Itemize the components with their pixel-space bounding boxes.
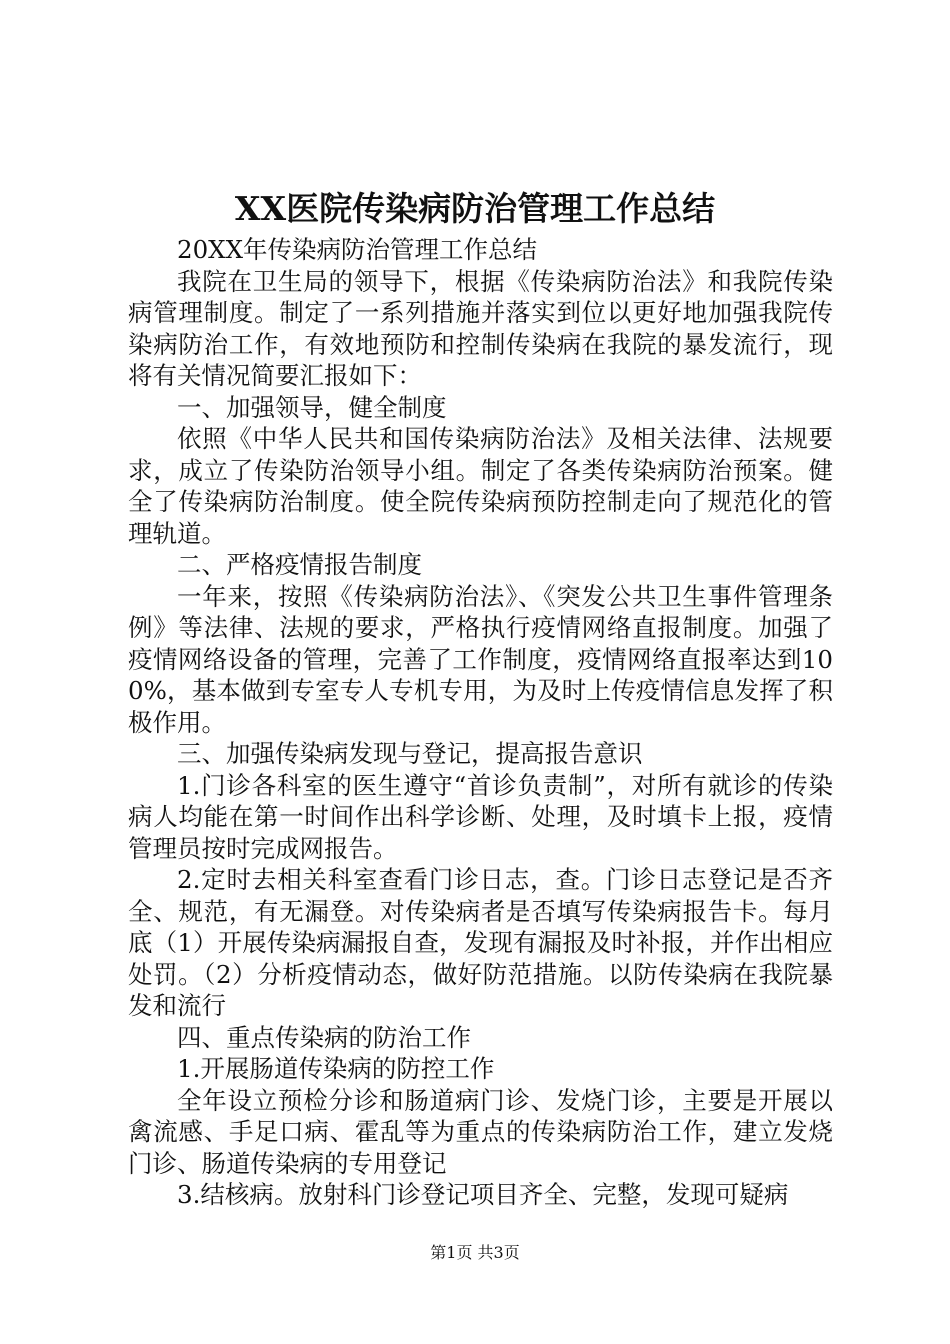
- paragraph-section-4-1: 全年设立预检分诊和肠道病门诊、发烧门诊，主要是开展以禽流感、手足口病、霍乱等为重点的传染病防治工作，建立发烧门诊、肠道传染病的专用登记: [128, 1085, 833, 1178]
- section-heading-2: 二、严格疫情报告制度: [177, 550, 422, 579]
- document-body: [128, 234, 833, 1211]
- section-heading-1: 一、加强领导，健全制度: [177, 392, 447, 422]
- subsection-heading-4-1: 1.开展肠道传染病的防控工作: [177, 1054, 495, 1083]
- paragraph-section-2: 一年来，按照《传染病防治法》、《突发公共卫生事件管理条例》等法律、法规的要求，严格执行疫情网络直报制度。加强了疫情网络设备的管理，完善了工作制度，疫情网络直报率达到100%，基本做到专室专人专机专用，为及时上传疫情信息发挥了积极作用。: [128, 581, 833, 737]
- paragraph-section-3-item-2: 2.定时去相关科室查看门诊日志，查。门诊日志登记是否齐全、规范，有无漏登。对传染病者是否填写传染病报告卡。每月底（1）开展传染病漏报自查，发现有漏报及时补报，并作出相应处罚。（2）分析疫情动态，做好防范措施。以防传染病在我院暴发和流行: [128, 865, 833, 1020]
- page-footer: 第1页 共3页: [430, 1243, 520, 1262]
- paragraph-subtitle: 20XX年传染病防治管理工作总结: [177, 235, 538, 264]
- section-heading-3: 三、加强传染病发现与登记，提高报告意识: [177, 739, 643, 768]
- paragraph-intro: 我院在卫生局的领导下，根据《传染病防治法》和我院传染病管理制度。制定了一系列措施并落实到位以更好地加强我院传染病防治工作，有效地预防和控制传染病在我院的暴发流行，现将有关情况简要汇报如下：: [128, 266, 833, 390]
- paragraph-section-3-item-1: 1.门诊各科室的医生遵守“首诊负责制”，对所有就诊的传染病人均能在第一时间作出科学诊断、处理，及时填卡上报，疫情管理员按时完成网报告。: [128, 770, 833, 863]
- paragraph-section-1: 依照《中华人民共和国传染病防治法》及相关法律、法规要求，成立了传染防治领导小组。制定了各类传染病防治预案。健全了传染病防治制度。使全院传染病预防控制走向了规范化的管理轨道。: [128, 424, 833, 548]
- paragraph-section-4-3: 3.结核病。放射科门诊登记项目齐全、完整，发现可疑病: [177, 1180, 789, 1209]
- document-title: XX医院传染病防治管理工作总结: [234, 189, 716, 228]
- section-heading-4: 四、重点传染病的防治工作: [177, 1022, 471, 1052]
